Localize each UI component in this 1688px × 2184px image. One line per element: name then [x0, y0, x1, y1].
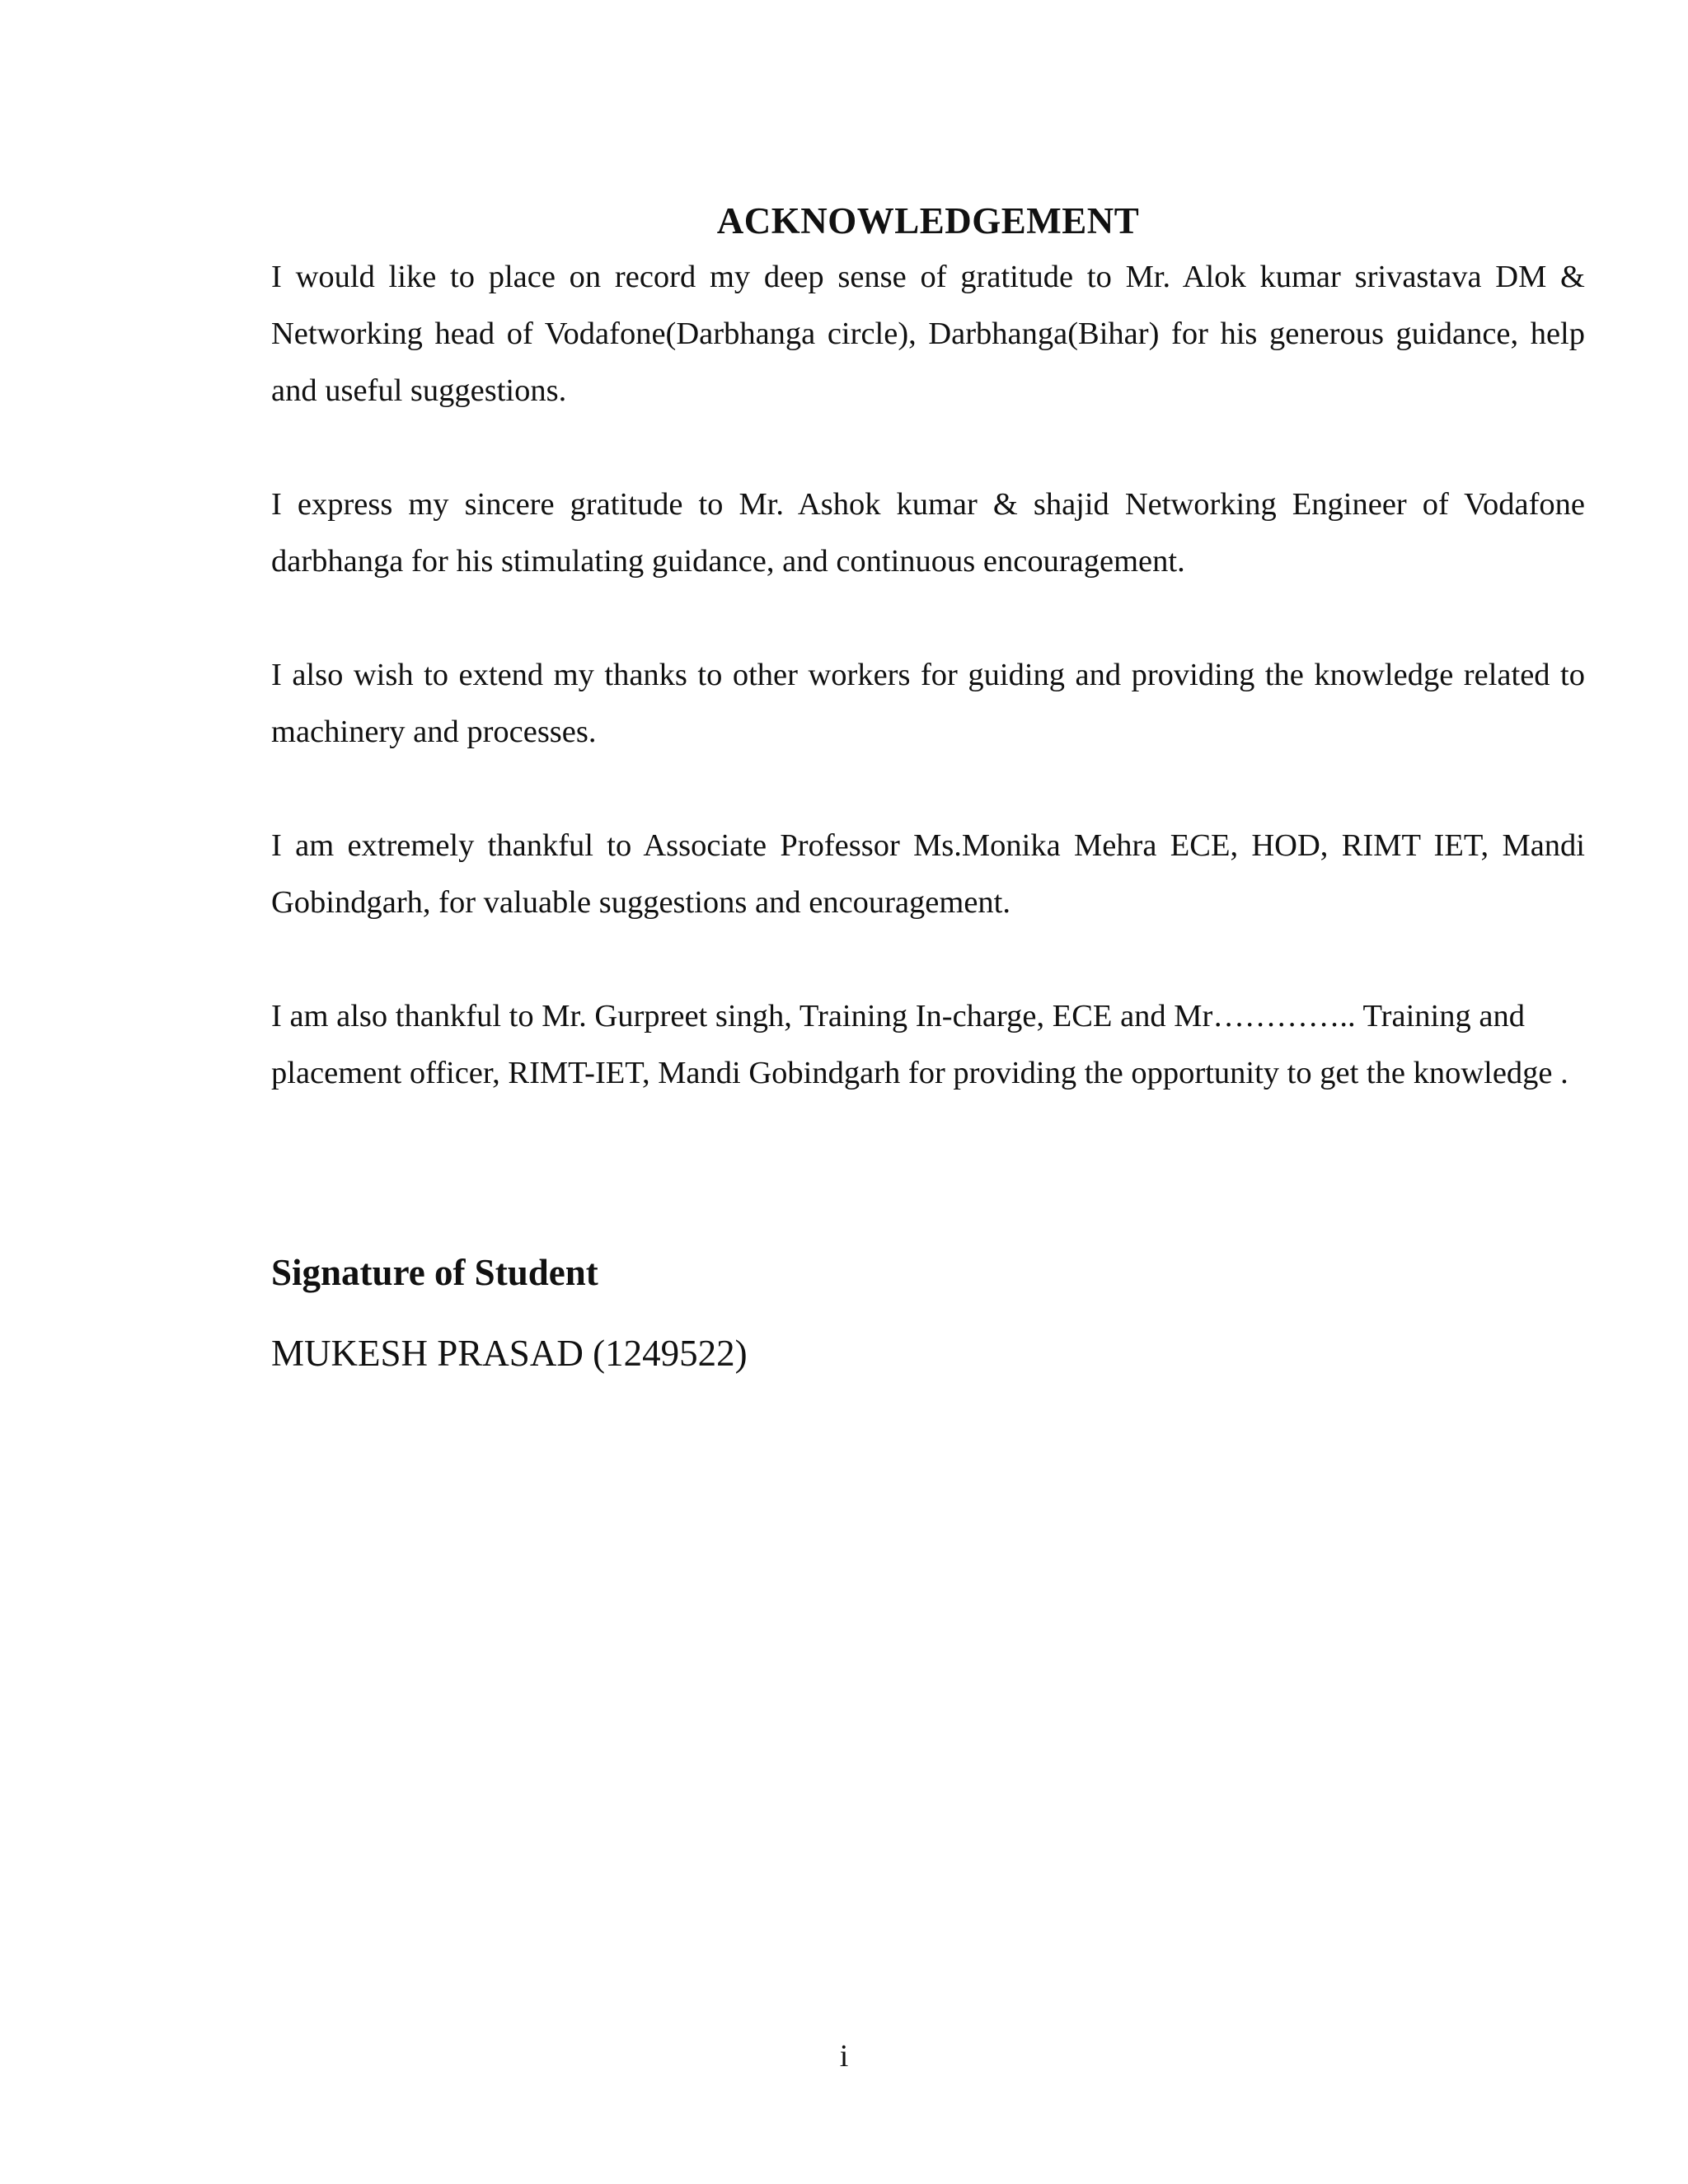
page-title: ACKNOWLEDGEMENT — [716, 200, 1140, 241]
paragraph-thanks-hod: I am extremely thankful to Associate Professor Ms.Monika Mehra ECE, HOD, RIMT IET, Mandi Gobindgarh, for valuable suggestions and encouragement. — [271, 828, 1585, 920]
page-number: i — [839, 2039, 849, 2074]
student-name: MUKESH PRASAD (1249522) — [271, 1333, 748, 1374]
acknowledgement-body — [271, 194, 1585, 1159]
paragraph-gratitude-dm: I would like to place on record my deep sense of gratitude to Mr. Alok kumar srivastava DM & Networking head of Vodafone(Darbhanga circle), Darbhanga(Bihar) for his generous guidance, help and useful suggestions. — [271, 260, 1585, 408]
signature-heading: Signature of Student — [271, 1252, 598, 1293]
paragraph-gratitude-engineer: I express my sincere gratitude to Mr. Ashok kumar & shajid Networking Engineer of Vodafone darbhanga for his stimulating guidance, and continuous encouragement. — [271, 487, 1585, 579]
paragraph-thanks-workers: I also wish to extend my thanks to other workers for guiding and providing the knowledge related to machinery and processes. — [271, 658, 1585, 749]
paragraph-thanks-training-incharge: I am also thankful to Mr. Gurpreet singh, Training In-charge, ECE and Mr………….. Training and placement officer, RIMT-IET, Mandi Gobindgarh for providing the opportunity to get the knowledge . — [271, 999, 1568, 1090]
